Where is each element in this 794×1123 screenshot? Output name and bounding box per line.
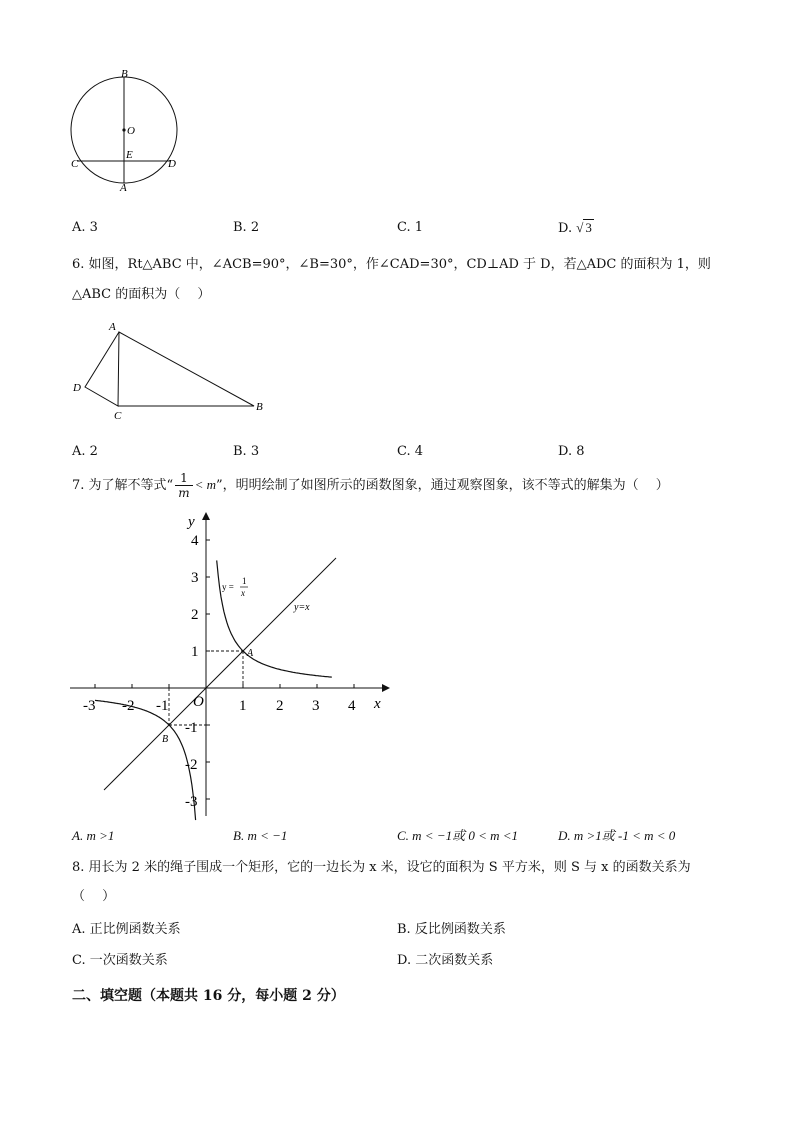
q7-stem-suffix: ”，明明绘制了如图所示的函数图象，通过观察图象，该不等式的解集为（ ） bbox=[216, 478, 669, 493]
y-tick-label: 1 bbox=[191, 644, 199, 660]
label-O: O bbox=[127, 125, 135, 137]
q5-option-c: C. 1 bbox=[397, 220, 424, 235]
label-A: A bbox=[109, 321, 116, 333]
q7-option-c: C. m < −1或 0 < m <1 bbox=[397, 828, 519, 843]
q6-option-c: C. 4 bbox=[397, 444, 424, 459]
y-tick-label: -3 bbox=[185, 794, 198, 810]
q7-stem bbox=[72, 470, 669, 501]
q6-stem-line1: 6. 如图，Rt△ABC 中，∠ACB=90°，∠B=30°，作∠CAD=30°，CD⊥AD 于 D，若△ADC 的面积为 1，则 bbox=[72, 257, 711, 272]
q8-option-a: A. 正比例函数关系 bbox=[72, 922, 181, 937]
q8-option-b: B. 反比例函数关系 bbox=[397, 922, 506, 937]
x-ticks bbox=[95, 684, 354, 688]
curve-label-den: x bbox=[241, 588, 245, 598]
x-tick-label: 3 bbox=[312, 698, 320, 714]
q5-option-a: A. 3 bbox=[72, 220, 98, 235]
x-tick-label: 4 bbox=[348, 698, 356, 714]
triangle-figure bbox=[68, 318, 278, 428]
sqrt-radicand: 3 bbox=[585, 220, 592, 235]
q7-option-b: B. m < −1 bbox=[233, 828, 288, 843]
curve-label-prefix: y = bbox=[222, 582, 234, 592]
q6-option-d: D. 8 bbox=[558, 444, 585, 459]
x-tick-label: -3 bbox=[83, 698, 96, 714]
function-graph bbox=[60, 508, 400, 823]
y-tick-label: -2 bbox=[185, 757, 198, 773]
q7-stem-prefix: 7. 为了解不等式“ bbox=[72, 478, 174, 493]
q8-stem-line2: （ ） bbox=[72, 889, 116, 904]
q7-inequality: < m bbox=[194, 477, 216, 492]
label-B: B bbox=[121, 68, 128, 80]
q8-stem-line1: 8. 用长为 2 米的绳子围成一个矩形，它的一边长为 x 米，设它的面积为 S 平方米，则 S 与 x 的函数关系为 bbox=[72, 860, 691, 875]
circle-figure bbox=[60, 60, 190, 200]
section-heading: 二、填空题（本题共 16 分，每小题 2 分） bbox=[72, 988, 345, 1004]
y-tick-label: 4 bbox=[191, 533, 199, 549]
sqrt-symbol: √ 3 bbox=[576, 220, 592, 235]
q7-option-d: D. m >1或 -1 < m < 0 bbox=[558, 828, 676, 843]
y-tick-label: 3 bbox=[191, 570, 199, 586]
x-tick-label: 2 bbox=[276, 698, 284, 714]
point-B-label: B bbox=[162, 734, 169, 745]
x-tick-label: -1 bbox=[156, 698, 169, 714]
label-C: C bbox=[71, 158, 79, 170]
origin-label: O bbox=[193, 694, 204, 710]
q6-option-b: B. 3 bbox=[233, 444, 260, 459]
x-tick-label: -2 bbox=[122, 698, 135, 714]
x-tick-labels bbox=[83, 698, 356, 714]
line-label: y=x bbox=[294, 602, 310, 613]
y-tick-label: -1 bbox=[185, 720, 198, 736]
label-C: C bbox=[114, 410, 122, 422]
q5-option-b: B. 2 bbox=[233, 220, 260, 235]
fraction-denominator: m bbox=[178, 486, 190, 500]
label-D: D bbox=[73, 382, 81, 394]
curve-label-num: 1 bbox=[242, 576, 247, 586]
x-axis-label: x bbox=[374, 696, 381, 712]
y-ticks bbox=[206, 540, 210, 799]
fraction-numerator: 1 bbox=[175, 471, 192, 486]
point-A-label: A bbox=[247, 648, 254, 659]
fraction-1-over-m bbox=[175, 471, 192, 500]
label-E: E bbox=[126, 149, 133, 161]
q6-stem-line2: △ABC 的面积为（ ） bbox=[72, 287, 211, 302]
x-tick-label: 1 bbox=[239, 698, 247, 714]
label-D: D bbox=[168, 158, 176, 170]
label-A: A bbox=[120, 182, 127, 194]
q8-option-d: D. 二次函数关系 bbox=[397, 953, 494, 968]
q8-option-c: C. 一次函数关系 bbox=[72, 953, 168, 968]
q6-option-a: A. 2 bbox=[72, 444, 98, 459]
hyperbola-branch-negative bbox=[95, 700, 196, 820]
q5-option-d-prefix: D. bbox=[558, 221, 573, 236]
label-B: B bbox=[256, 401, 263, 413]
q5-option-d bbox=[558, 219, 594, 238]
y-tick-labels bbox=[185, 533, 199, 810]
q7-option-a: A. m >1 bbox=[72, 828, 115, 843]
y-axis-label: y bbox=[188, 514, 195, 530]
y-tick-label: 2 bbox=[191, 607, 199, 623]
